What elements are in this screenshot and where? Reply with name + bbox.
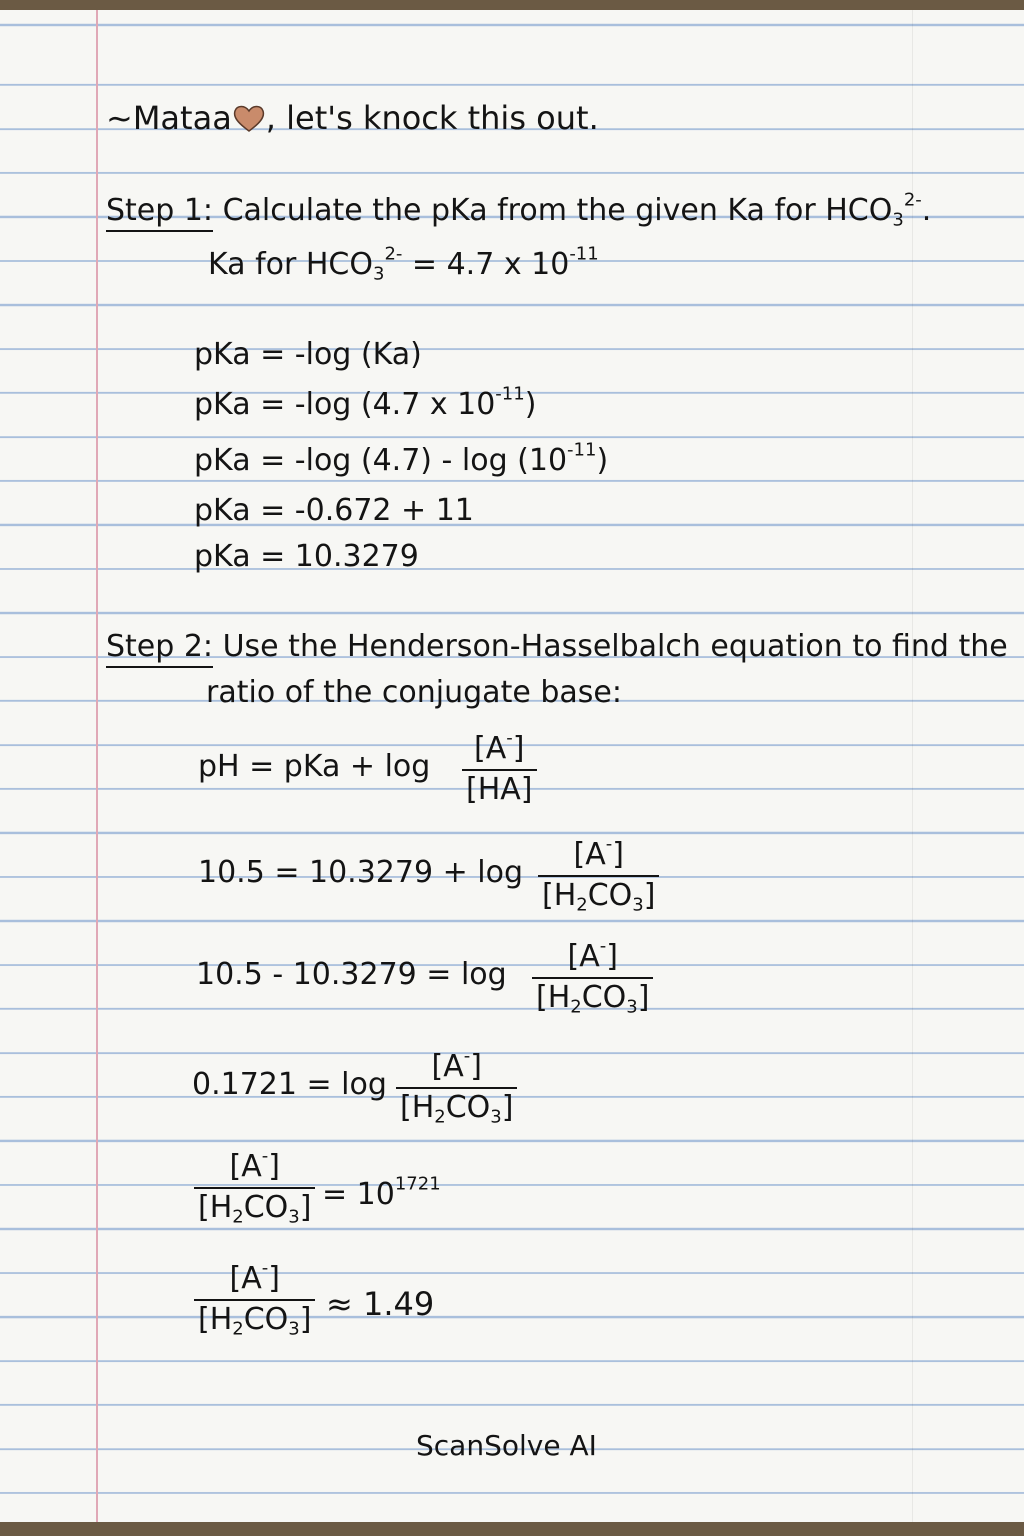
eq5-right: = $10^{1721}$ xyxy=(322,1173,441,1212)
step1-line1: pKa = -log (Ka) xyxy=(194,337,422,372)
step1-line2: pKa = -log (4.7 x $10^{-11}$) xyxy=(194,383,537,422)
step1-label: Step 1: xyxy=(106,193,213,232)
step2-subheading: ratio of the conjugate base: xyxy=(206,675,622,710)
eq4-fraction: $\frac{[A^-]}{[H_2CO_3]}$ xyxy=(396,1050,517,1125)
step1-given: Ka for $HCO_3^{2-} = 4.7$ x $10^{-11}$ xyxy=(208,243,599,285)
greeting-name: ~Mataa xyxy=(106,99,232,137)
footer-brand: ScanSolve AI xyxy=(416,1429,597,1462)
step2-label: Step 2: xyxy=(106,629,213,668)
step1-heading: Step 1: Calculate the pKa from the given Ka for $HCO_3^{2-}$. xyxy=(106,189,932,231)
greeting-rest: , let's knock this out. xyxy=(265,99,599,137)
greeting xyxy=(106,99,599,137)
eq1-fraction: $\frac{[A^-]}{[HA]}$ xyxy=(462,732,537,807)
step1-line5: pKa = 10.3279 xyxy=(194,539,419,574)
margin-line xyxy=(96,10,98,1522)
eq2-left: 10.5 = 10.3279 + log xyxy=(198,855,524,890)
step1-line3: pKa = -log $(4.7) - \log (10^{-11})$ xyxy=(194,439,609,478)
eq4-left: 0.1721 = log xyxy=(192,1067,387,1102)
eq3-fraction: $\frac{[A^-]}{[H_2CO_3]}$ xyxy=(532,940,653,1015)
notebook-paper xyxy=(0,10,1024,1522)
eq6-right: ≈ 1.49 xyxy=(326,1285,435,1323)
step2-heading: Step 2: Use the Henderson-Hasselbalch equation to find the xyxy=(106,632,1008,662)
eq5-fraction: $\frac{[A^-]}{[H_2CO_3]}$ xyxy=(194,1150,315,1225)
eq2-fraction: $\frac{[A^-]}{[H_2CO_3]}$ xyxy=(538,838,659,913)
eq3-left: 10.5 - 10.3279 = log xyxy=(196,957,507,992)
step1-line4: pKa = -0.672 + 11 xyxy=(194,493,474,528)
eq1-left: pH = pKa + log xyxy=(198,749,431,784)
fold-line xyxy=(912,10,913,1522)
eq6-fraction: $\frac{[A^-]}{[H_2CO_3]}$ xyxy=(194,1262,315,1337)
heart-icon xyxy=(232,103,266,133)
